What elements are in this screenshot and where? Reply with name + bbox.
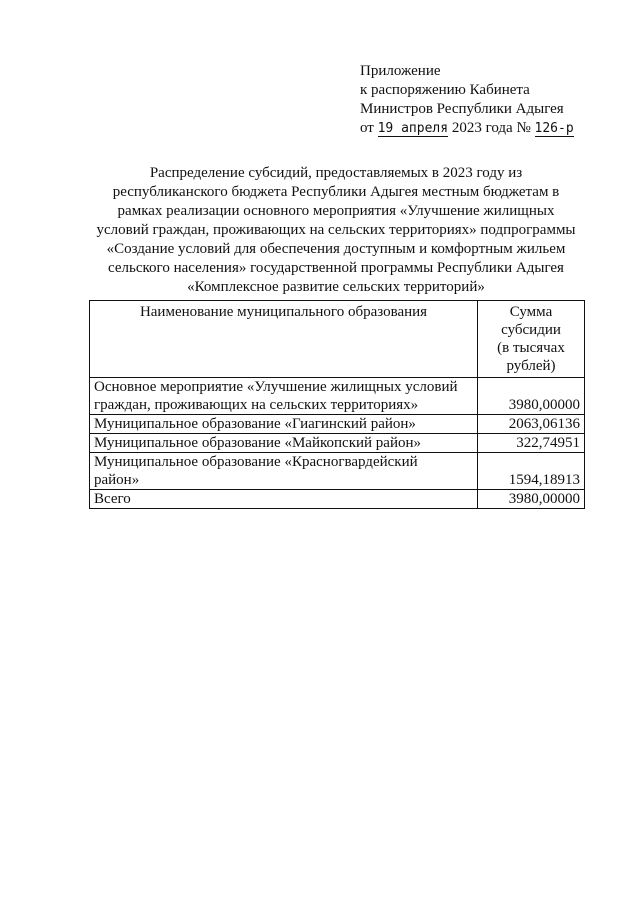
- appendix-title: Приложение: [360, 63, 441, 79]
- header-sum: Сумма субсидии (в тысячах рублей): [478, 301, 585, 378]
- table-row: [90, 434, 585, 453]
- table-row: [90, 415, 585, 434]
- subsidy-table: [89, 300, 585, 509]
- table-row: [90, 453, 585, 490]
- table-row: [90, 378, 585, 415]
- appendix-header: [360, 62, 578, 138]
- title-line: рамках реализации основного мероприятия «Улучшение жилищных: [117, 203, 555, 219]
- total-label: Всего: [90, 490, 478, 509]
- handwritten-date: 19 апреля: [377, 121, 449, 136]
- title-line: республиканского бюджета Республики Адыгея местным бюджетам в: [112, 184, 560, 200]
- title-line: «Создание условий для обеспечения доступным и комфортным жильем: [106, 241, 566, 257]
- appendix-line-3: Министров Республики Адыгея: [360, 101, 564, 117]
- title-line: условий граждан, проживающих на сельских территориях» подпрограммы: [96, 222, 576, 238]
- row-sum: 1594,18913: [478, 453, 585, 490]
- title-line: Распределение субсидий, предоставляемых в 2023 году из: [149, 165, 523, 181]
- title-line: сельского населения» государственной программы Республики Адыгея: [108, 260, 564, 276]
- row-sum: 3980,00000: [478, 378, 585, 415]
- document-title: [88, 164, 584, 297]
- title-line: «Комплексное развитие сельских территорий»: [187, 279, 485, 295]
- table-total-row: [90, 490, 585, 509]
- header-name: Наименование муниципального образования: [90, 301, 478, 378]
- appendix-date-line: от 19 апреля 2023 года № 126-р: [360, 120, 574, 136]
- total-sum: 3980,00000: [478, 490, 585, 509]
- appendix-line-2: к распоряжению Кабинета: [360, 82, 530, 98]
- row-sum: 322,74951: [478, 434, 585, 453]
- row-name: Муниципальное образование «Гиагинский район»: [90, 415, 478, 434]
- row-name: Муниципальное образование «Красногвардейский район»: [90, 453, 478, 490]
- row-name: Муниципальное образование «Майкопский район»: [90, 434, 478, 453]
- row-name: Основное мероприятие «Улучшение жилищных условий граждан, проживающих на сельских территориях»: [90, 378, 478, 415]
- row-name-line: Муниципальное образование «Красногвардейский: [94, 454, 418, 470]
- table-header-row: [90, 301, 585, 378]
- row-sum: 2063,06136: [478, 415, 585, 434]
- handwritten-number: 126-р: [534, 121, 574, 136]
